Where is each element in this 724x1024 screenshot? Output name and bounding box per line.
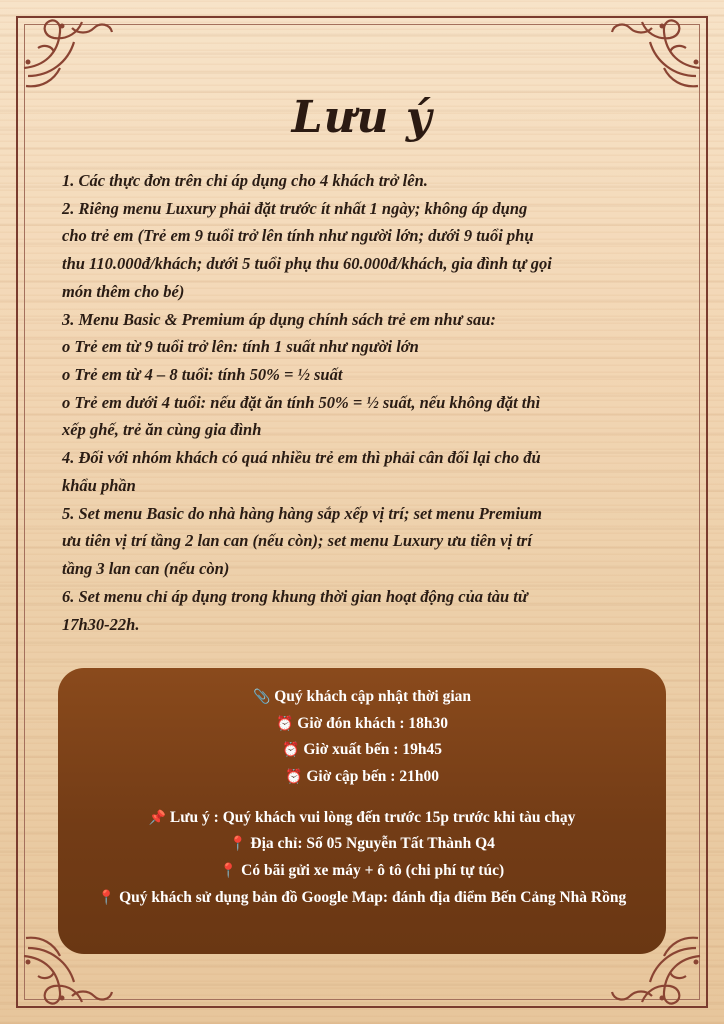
page-title: Lưu ý	[291, 92, 433, 143]
note-line: món thêm cho bé)	[62, 281, 185, 301]
notice-text: Có bãi gửi xe máy + ô tô (chi phí tự túc)	[241, 861, 505, 879]
time-row	[80, 764, 644, 791]
alarm-clock-icon: ⏰	[285, 768, 303, 785]
notice-row	[80, 885, 644, 912]
pushpin-icon: 📌	[148, 809, 167, 826]
notes-list	[62, 168, 662, 639]
map-pin-icon: 📍	[97, 889, 116, 906]
time-row	[80, 737, 644, 764]
spacer	[80, 791, 644, 805]
note-line: 6. Set menu chỉ áp dụng trong khung thời gian hoạt động của tàu từ	[62, 586, 528, 606]
schedule-info-card	[58, 668, 666, 954]
note-line: 5. Set menu Basic do nhà hàng hàng sắp xếp vị trí; set menu Premium	[62, 503, 542, 523]
time-value: 21h00	[399, 767, 439, 785]
time-label: Giờ đón khách :	[297, 714, 405, 732]
time-row	[80, 711, 644, 738]
notice-row	[80, 831, 644, 858]
notice-row	[80, 805, 644, 832]
time-label: Giờ cập bến :	[306, 767, 396, 785]
notice-text: Lưu ý : Quý khách vui lòng đến trước 15p trước khi tàu chạy	[169, 808, 576, 826]
time-label: Giờ xuất bến :	[303, 741, 399, 759]
note-line: o Trẻ em từ 9 tuổi trở lên: tính 1 suất như người lớn	[62, 337, 419, 357]
note-line: 1. Các thực đơn trên chỉ áp dụng cho 4 khách trở lên.	[62, 171, 428, 190]
note-line: xếp ghế, trẻ ăn cùng gia đình	[62, 420, 262, 440]
map-pin-icon: 📍	[229, 836, 247, 853]
alarm-clock-icon: ⏰	[275, 715, 294, 732]
note-line: 3. Menu Basic & Premium áp dụng chính sách trẻ em như sau:	[62, 309, 496, 329]
note-line: thu 110.000đ/khách; dưới 5 tuổi phụ thu 60.000đ/khách, gia đình tự gọi	[62, 254, 552, 274]
note-line: 17h30-22h.	[62, 614, 140, 634]
note-line: cho trẻ em (Trẻ em 9 tuổi trở lên tính như người lớn; dưới 9 tuổi phụ	[62, 226, 534, 246]
time-value: 18h30	[408, 714, 449, 732]
notice-text: Địa chỉ: Số 05 Nguyễn Tất Thành Q4	[250, 835, 495, 853]
note-line: khẩu phần	[62, 475, 136, 495]
alarm-clock-icon: ⏰	[282, 742, 300, 759]
time-value: 19h45	[402, 741, 442, 759]
notice-text: Quý khách sử dụng bản đồ Google Map: đánh địa điểm Bến Cảng Nhà Rồng	[119, 888, 627, 906]
note-line: o Trẻ em dưới 4 tuổi: nếu đặt ăn tính 50% = ½ suất, nếu không đặt thì	[62, 392, 541, 412]
note-line: 2. Riêng menu Luxury phải đặt trước ít nhất 1 ngày; không áp dụng	[62, 198, 528, 218]
note-line: ưu tiên vị trí tầng 2 lan can (nếu còn); set menu Luxury ưu tiên vị trí	[62, 531, 532, 551]
paperclip-icon: 📎	[252, 689, 271, 705]
note-line: 4. Đối với nhóm khách có quá nhiều trẻ em thì phải cân đối lại cho đủ	[62, 448, 541, 468]
note-line: tầng 3 lan can (nếu còn)	[62, 559, 230, 579]
info-card-heading-label: Quý khách cập nhật thời gian	[274, 688, 472, 705]
note-line: o Trẻ em từ 4 – 8 tuổi: tính 50% = ½ suất	[62, 365, 343, 385]
notice-row	[80, 858, 644, 885]
info-card-heading	[80, 684, 644, 711]
map-pin-icon: 📍	[219, 862, 238, 879]
